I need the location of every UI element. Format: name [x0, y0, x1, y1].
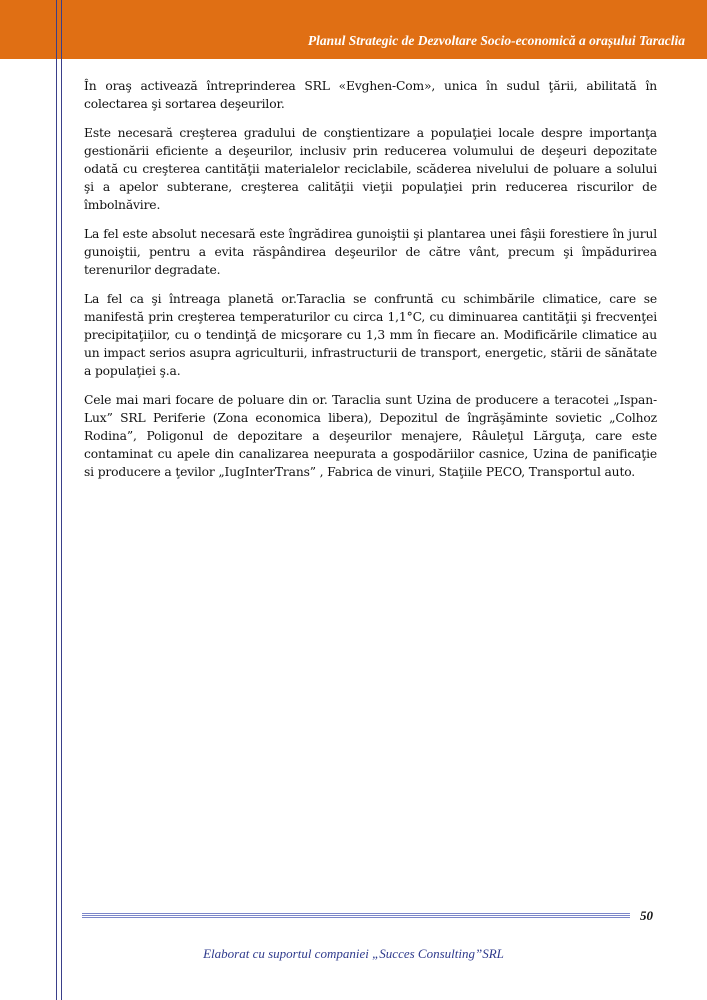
margin-line-outer [56, 0, 57, 1000]
paragraph-awareness: Este necesară creşterea gradului de conştientizare a populaţiei locale despre importanţa gestionării eficiente a deşeurilor, inclusiv prin reducerea volumului de deşeuri depozitate odată cu creşterea cantităţii materialelor reciclabile, scăderea nivelului de poluare a solului şi a apelor subterane, creşterea calităţii vieţii populaţiei prin reducerea riscurilor de îmbolnăvire. [84, 126, 657, 212]
header-title: Planul Strategic de Dezvoltare Socio-economică a orașului Taraclia [307, 33, 685, 48]
paragraph-landfill-fencing: La fel este absolut necesară este îngrădirea gunoiştii şi plantarea unei fâşii forestiere în jurul gunoiştii, pentru a evita răspândirea deşeurilor de către vânt, precum şi împădurirea terenurilor degradate. [84, 227, 657, 277]
paragraph-waste-company: În oraş activează întreprinderea SRL «Evghen-Com», unica în sudul ţării, abilitată în colectarea şi sortarea deşeurilor. [84, 79, 657, 111]
paragraph-climate-change: La fel ca şi întreaga planetă or.Taraclia se confruntă cu schimbările climatice, care se manifestă prin creşterea temperaturilor cu circa 1,1°C, cu diminuarea cantităţii şi frecvenţei precipitaţiilor, cu o tendinţă de micşorare cu 1,3 mm în fiecare an. Modificările climatice au un impact serios asupra agriculturii, infrastructurii de transport, energetic, stării de sănătate a populaţiei ş.a. [84, 292, 657, 378]
page-number: 50 [640, 908, 653, 923]
margin-line-inner [61, 0, 62, 1000]
footer-credit: Elaborat cu suportul companiei „Succes Consulting”SRL [203, 946, 504, 961]
body-text [84, 77, 657, 492]
footer-rule [82, 913, 630, 918]
paragraph-pollution-sources: Cele mai mari focare de poluare din or. Taraclia sunt Uzina de producere a teracotei „Ispan-Lux” SRL Periferie (Zona economica libera), Depozitul de îngrăşăminte sovietic „Colhoz Rodina”, Poligonul de depozitare a deşeurilor menajere, Râuleţul Lărguţa, care este contaminat cu apele din canalizarea neepurata a gospodăriilor casnice, Uzina de panificaţie si producere a ţevilor „IugInterTrans” , Fabrica de vinuri, Staţiile PECO, Transportul auto. [84, 393, 657, 479]
header-bar [0, 0, 707, 59]
